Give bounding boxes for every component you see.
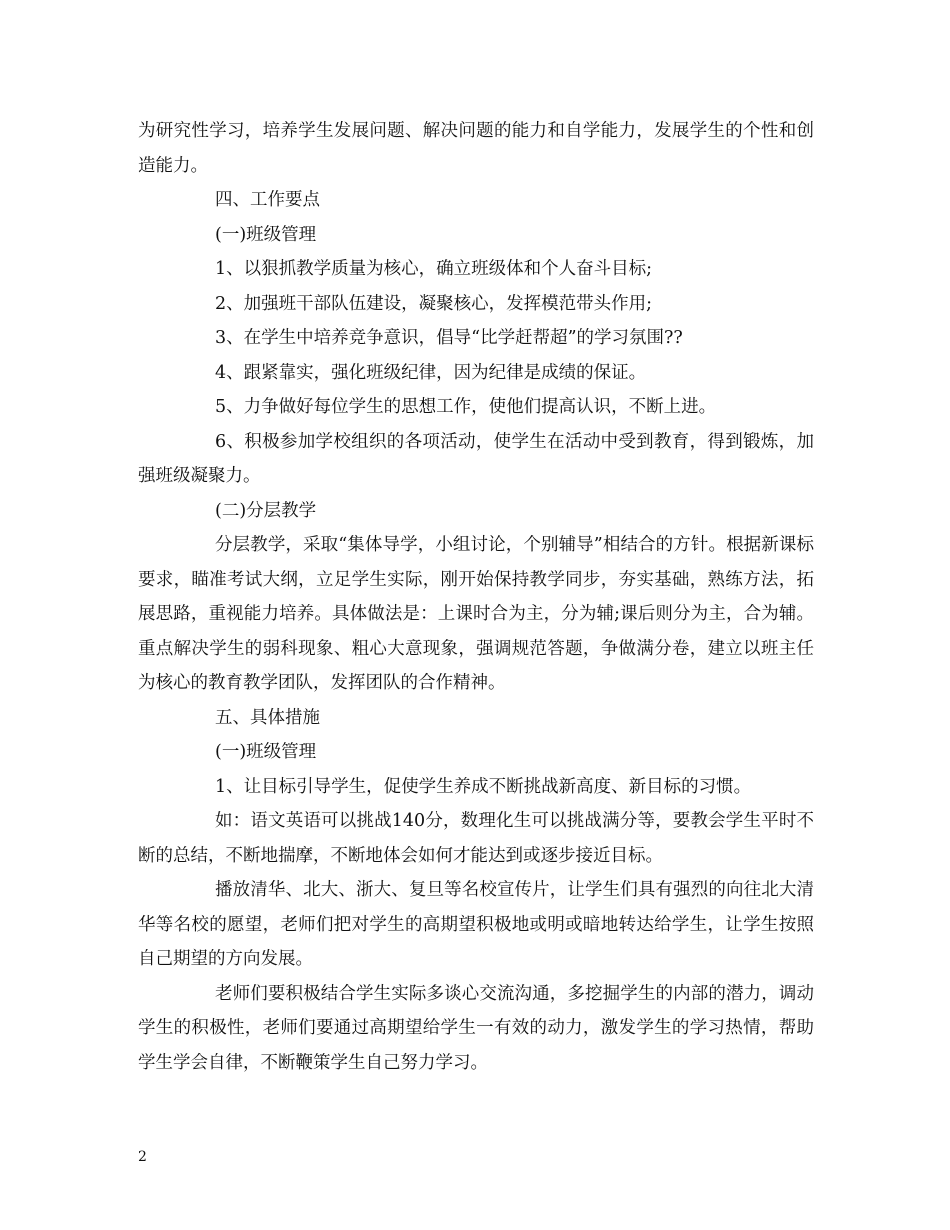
subsection-heading: (一)班级管理 [215,742,317,762]
list-item: 1、让目标引导学生，促使学生养成不断挑战新高度、新目标的习惯。 [215,776,752,797]
list-item: 5、力争做好每位学生的思想工作，使他们提高认识，不断上进。 [215,397,717,417]
document-body [138,114,814,1080]
list-item: 6、积极参加学校组织的各项活动，使学生在活动中受到教育，得到锻炼，加强班级凝聚力。 [138,431,814,486]
paragraph: 为研究性学习，培养学生发展问题、解决问题的能力和自学能力，发展学生的个性和创造能力。 [138,121,814,176]
paragraph: 播放清华、北大、浙大、复旦等名校宣传片，让学生们具有强烈的向往北大清华等名校的愿望，老师们把对学生的高期望积极地或明或暗地转达给学生，让学生按照自己期望的方向发展。 [138,880,814,969]
paragraph: 老师们要积极结合学生实际多谈心交流沟通，多挖掘学生的内部的潜力，调动学生的积极性，老师们要通过高期望给学生一有效的动力，激发学生的学习热情，帮助学生学会自律，不断鞭策学生自己努力学习。 [138,983,814,1073]
section-heading: 五、具体措施 [215,707,320,728]
page-number: 2 [138,1149,147,1165]
subsection-heading: (二)分层教学 [215,500,317,521]
list-item: 3、在学生中培养竞争意识，倡导“比学赶帮超”的学习氛围?? [215,328,683,348]
list-item: 1、以狠抓教学质量为核心，确立班级体和个人奋斗目标; [215,259,653,279]
list-item: 4、跟紧靠实，强化班级纪律，因为纪律是成绩的保证。 [215,362,647,383]
paragraph: 分层教学，采取“集体导学，小组讨论，个别辅导”相结合的方针。根据新课标要求，瞄准考试大纲，立足学生实际，刚开始保持教学同步，夯实基础，熟练方法，拓展思路，重视能力培养。具体做法是：上课时合为主，分为辅;课后则分为主，合为辅。重点解决学生的弱科现象、粗心大意现象，强调规范答题，争做满分卷，建立以班主任为核心的教育教学团队，发挥团队的合作精神。 [138,535,814,693]
section-heading: 四、工作要点 [215,190,320,210]
list-item: 2、加强班干部队伍建设，凝聚核心，发挥模范带头作用; [215,293,653,314]
subsection-heading: (一)班级管理 [215,224,317,245]
paragraph: 如：语文英语可以挑战140分，数理化生可以挑战满分等，要教会学生平时不断的总结，不断地揣摩，不断地体会如何才能达到或逐步接近目标。 [138,811,814,866]
